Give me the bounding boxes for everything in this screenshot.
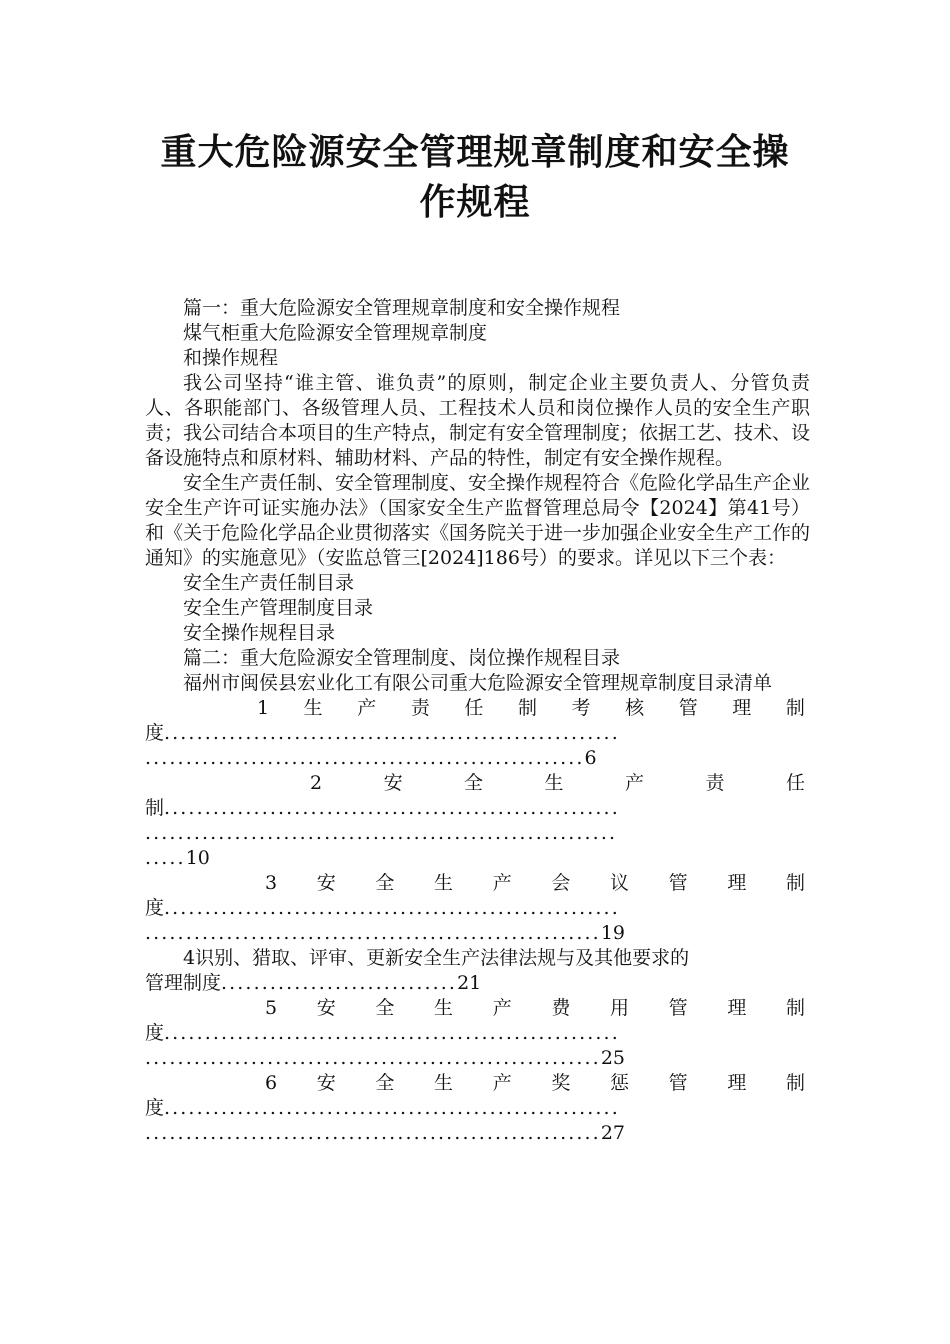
toc-item-1-page-line: ...................................................... 6: [145, 747, 597, 769]
toc-item-2-page: 10: [185, 847, 210, 869]
toc-item-3-page-line: ........................................................ 19: [145, 922, 626, 944]
toc-item-3-heading: 3 安 全 生 产 会 议 管 理 制: [265, 872, 805, 894]
subtitle-line-2: 和操作规程: [183, 347, 279, 369]
toc-item-1-page: 6: [584, 747, 597, 769]
toc-item-5-leader: 度 ........................................................: [145, 1022, 620, 1044]
toc-item-4-heading: 4识别、猎取、评审、更新安全生产法律法规与及其他要求的: [183, 947, 690, 969]
section-heading-2: 篇二：重大危险源安全管理制度、岗位操作规程目录: [183, 647, 621, 669]
document-title-line-2: 作规程: [419, 182, 531, 223]
catalog-heading: 福州市闽侯县宏业化工有限公司重大危险源安全管理规章制度目录清单: [183, 672, 773, 694]
toc-item-2-leader: 制 ........................................................: [145, 797, 620, 819]
toc-item-2-heading: 2 安 全 生 产 责 任: [310, 772, 805, 794]
paragraph-responsibility: 我公司坚持“谁主管、谁负责”的原则，制定企业主要负责人、分管负责人、各职能部门、各级管理人员、工程技术人员和岗位操作人员的安全生产职责；我公司结合本项目的生产特点，制定有安全管理制度；依据工艺、技术、设备设施特点和原材料、辅助材料、产品的特性，制定有安全操作规程。: [145, 372, 811, 469]
document-body: [145, 296, 810, 1146]
toc-item-5-page-line: ........................................................ 25: [145, 1047, 626, 1069]
toc-item-2-page-line: ..... 10: [145, 847, 210, 869]
list-item-management-catalog: 安全生产管理制度目录: [183, 597, 374, 619]
section-heading-1: 篇一：重大危险源安全管理规章制度和安全操作规程: [183, 297, 621, 319]
toc-item-6-leader: 度 ........................................................: [145, 1097, 620, 1119]
toc-item-6-page: 27: [600, 1122, 626, 1144]
toc-item-3-leader: 度 ........................................................: [145, 897, 620, 919]
toc-item-5-page: 25: [600, 1047, 626, 1069]
subtitle-line: 煤气柜重大危险源安全管理规章制度: [183, 322, 488, 344]
document-title-line-1: 重大危险源安全管理规章制度和安全操: [160, 132, 790, 173]
toc-item-2-dots: ..........................................................: [145, 822, 618, 844]
toc-item-4-page-line: 管理制度 ............................. 21: [145, 972, 482, 994]
toc-item-6-page-line: ........................................................ 27: [145, 1122, 626, 1144]
paragraph-compliance: 安全生产责任制、安全管理制度、安全操作规程符合《危险化学品生产企业安全生产许可证实施办法》（国家安全生产监督管理总局令【2024】第41号）和《关于危险化学品企业贯彻落实《国务院关于进一步加强企业安全生产工作的通知》的实施意见》（安监总管三[2024]186号）的要求。详见以下三个表：: [145, 472, 811, 569]
toc-item-1-leader: 度 ........................................................: [145, 722, 620, 744]
toc-item-3-page: 19: [600, 922, 626, 944]
list-item-operation-catalog: 安全操作规程目录: [183, 622, 336, 644]
list-item-responsibility-catalog: 安全生产责任制目录: [183, 572, 355, 594]
toc-item-5-heading: 5 安 全 生 产 费 用 管 理 制: [265, 997, 805, 1019]
toc-item-4-page: 21: [457, 972, 482, 994]
toc-item-1-heading: 1 生 产 责 任 制 考 核 管 理 制: [257, 697, 805, 719]
toc-item-6-heading: 6 安 全 生 产 奖 惩 管 理 制: [265, 1072, 805, 1094]
